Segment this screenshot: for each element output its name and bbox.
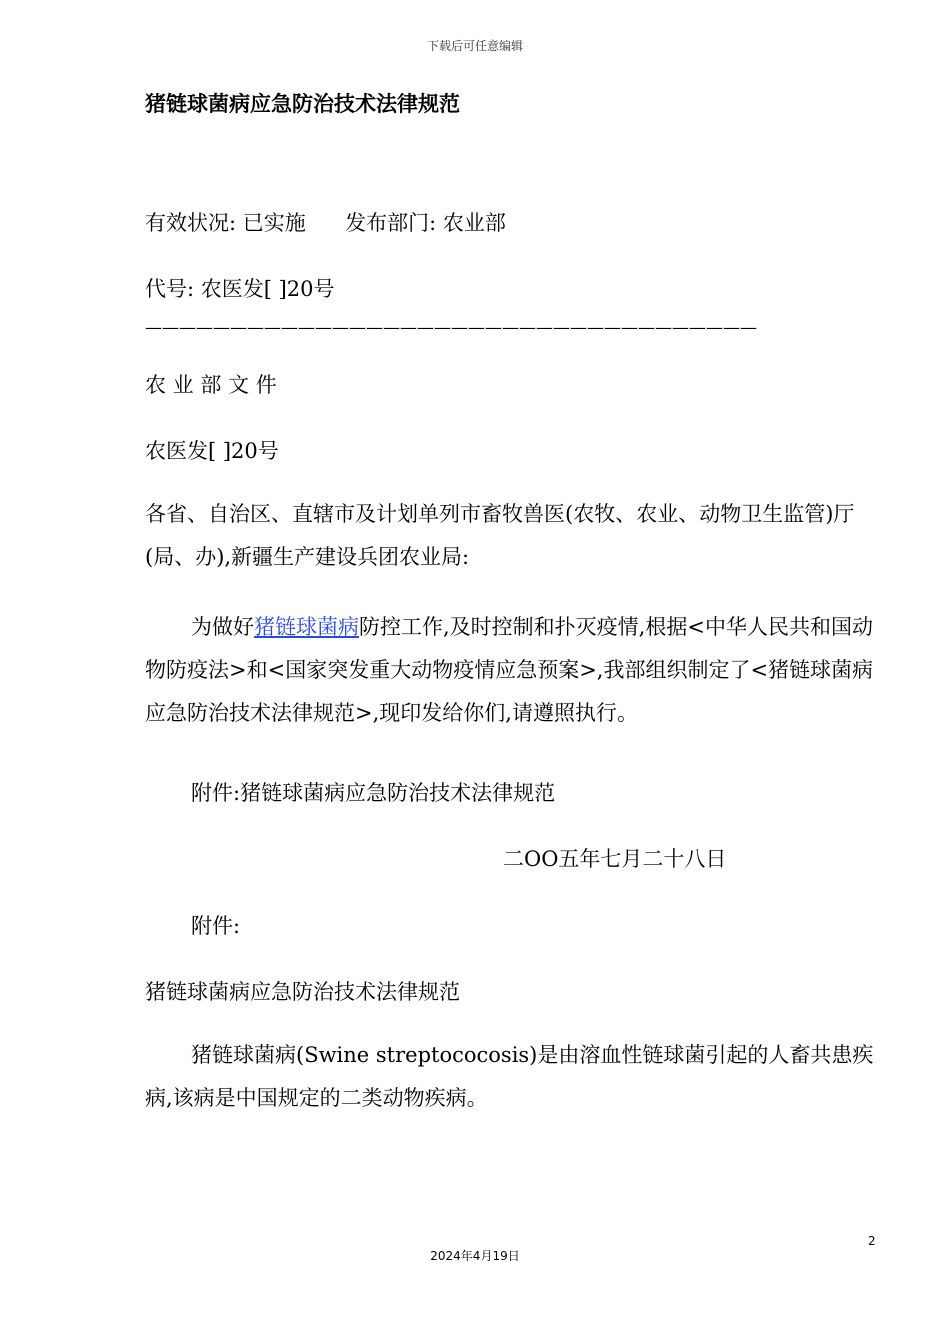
page-number: 2 xyxy=(868,1234,876,1248)
footer-date: 2024年4月19日 xyxy=(430,1249,520,1263)
document-title: 猪链球菌病应急防治技术法律规范 xyxy=(145,92,460,116)
attachment-title: 猪链球菌病应急防治技术法律规范 xyxy=(145,980,460,1004)
code-line: 代号: 农医发[ ]20号 xyxy=(145,277,335,301)
status-line xyxy=(145,207,506,237)
status-label: 有效状况: xyxy=(145,211,237,235)
body-paragraph xyxy=(145,606,880,735)
signed-date: 二OO五年七月二十八日 xyxy=(503,847,727,871)
attachment-line: 附件:猪链球菌病应急防治技术法律规范 xyxy=(191,781,556,805)
dept-label: 发布部门: xyxy=(345,211,437,235)
disease-link[interactable]: 猪链球菌病 xyxy=(254,615,359,639)
page-header-note: 下载后可任意编辑 xyxy=(426,39,523,53)
doc-header: 农 业 部 文 件 xyxy=(145,373,277,397)
definition-paragraph: 猪链球菌病(Swine streptococosis)是由溶血性链球菌引起的人畜共患疾病,该病是中国规定的二类动物疾病。 xyxy=(145,1043,874,1110)
addressee-paragraph: 各省、自治区、直辖市及计划单列市畜牧兽医(农牧、农业、动物卫生监管)厅(局、办),新疆生产建设兵团农业局: xyxy=(145,502,855,569)
status-value: 已实施 xyxy=(242,211,306,235)
doc-number: 农医发[ ]20号 xyxy=(145,439,279,463)
body-prefix: 为做好 xyxy=(191,615,254,639)
attachment-label: 附件: xyxy=(191,914,241,938)
dept-value: 农业部 xyxy=(442,211,506,235)
separator-line: ———————————————————————————————————— xyxy=(145,318,757,338)
body-suffix: 防控工作,及时控制和扑灭疫情,根据<中华人民共和国动物防疫法>和<国家突发重大动物疫情应急预案>,我部组织制定了<猪链球菌病应急防治技术法律规范>,现印发给你们,请遵照执行。 xyxy=(145,615,874,725)
